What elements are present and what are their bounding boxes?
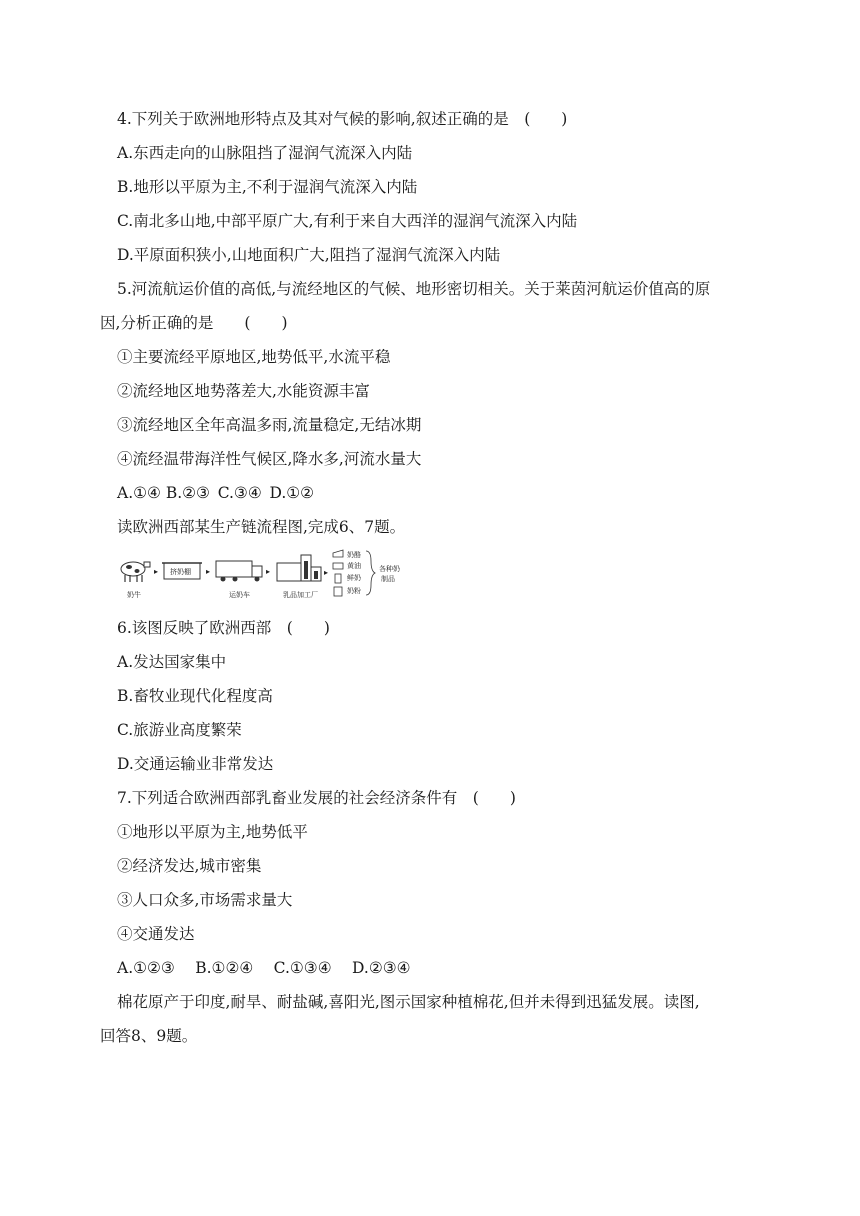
milk-truck-icon (216, 561, 262, 582)
dairy-chain-diagram (117, 547, 427, 603)
dairy-factory-icon (277, 555, 321, 581)
cow-icon (121, 562, 150, 582)
group-label-2: 制品 (381, 575, 395, 583)
q5-stem-line1: 5.河流航运价值的高低,与流经地区的气候、地形密切相关。关于莱茵河航运价值高的原 (117, 280, 711, 298)
product-milk-powder: 奶粉 (347, 587, 361, 595)
arrow-3: ▸ (266, 567, 271, 576)
q6-option-a: A.发达国家集中 (117, 653, 227, 671)
q4-option-d: D.平原面积狭小,山地面积广大,阻挡了湿润气流深入内陆 (117, 246, 501, 264)
q7-options: A.①②③ B.①②④ C.①③④ D.②③④ (117, 959, 411, 977)
brace (366, 551, 375, 595)
q6-option-c: C.旅游业高度繁荣 (117, 721, 242, 739)
q4-option-c: C.南北多山地,中部平原广大,有利于来自大西洋的湿润气流深入内陆 (117, 212, 578, 230)
shed-label: 挤奶棚 (170, 568, 191, 576)
intro-8-9-line1: 棉花原产于印度,耐旱、耐盐碱,喜阳光,图示国家种植棉花,但并未得到迅猛发展。读图, (117, 993, 700, 1011)
q7-statement-3: ③人口众多,市场需求量大 (117, 891, 293, 909)
truck-label: 运奶车 (229, 591, 250, 599)
q6-stem: 6.该图反映了欧洲西部 ( ) (117, 619, 330, 637)
q7-stem: 7.下列适合欧洲西部乳畜业发展的社会经济条件有 ( ) (117, 789, 516, 807)
q5-statement-1: ①主要流经平原地区,地势低平,水流平稳 (117, 348, 391, 366)
arrow-1: ▸ (154, 567, 159, 576)
intro-6-7: 读欧洲西部某生产链流程图,完成6、7题。 (117, 518, 406, 536)
q4-option-a: A.东西走向的山脉阻挡了湿润气流深入内陆 (117, 144, 413, 162)
q4-option-b: B.地形以平原为主,不利于湿润气流深入内陆 (117, 178, 418, 196)
q5-statement-2: ②流经地区地势落差大,水能资源丰富 (117, 382, 370, 400)
intro-8-9-line2: 回答8、9题。 (100, 1027, 198, 1045)
product-butter: 黄油 (347, 562, 361, 570)
product-fresh-milk: 鲜奶 (347, 574, 361, 582)
q5-statement-4: ④流经温带海洋性气候区,降水多,河流水量大 (117, 450, 422, 468)
q7-statement-1: ①地形以平原为主,地势低平 (117, 823, 308, 841)
q5-statement-3: ③流经地区全年高温多雨,流量稳定,无结冰期 (117, 416, 422, 434)
q7-statement-2: ②经济发达,城市密集 (117, 857, 262, 875)
q7-statement-4: ④交通发达 (117, 925, 195, 943)
dairy-products-icon (333, 550, 343, 596)
q6-option-d: D.交通运输业非常发达 (117, 755, 274, 773)
product-cheese: 奶酪 (347, 551, 361, 559)
factory-label: 乳品加工厂 (283, 591, 318, 599)
arrow-4: ▸ (324, 568, 329, 577)
q5-options: A.①④ B.②③ C.③④ D.①② (117, 484, 315, 502)
q4-stem: 4.下列关于欧洲地形特点及其对气候的影响,叙述正确的是 ( ) (117, 110, 568, 128)
group-label-1: 各种奶 (379, 565, 400, 573)
q6-option-b: B.畜牧业现代化程度高 (117, 687, 273, 705)
q5-stem-line2: 因,分析正确的是 ( ) (100, 314, 288, 332)
arrow-2: ▸ (206, 567, 211, 576)
cow-label: 奶牛 (127, 591, 141, 599)
